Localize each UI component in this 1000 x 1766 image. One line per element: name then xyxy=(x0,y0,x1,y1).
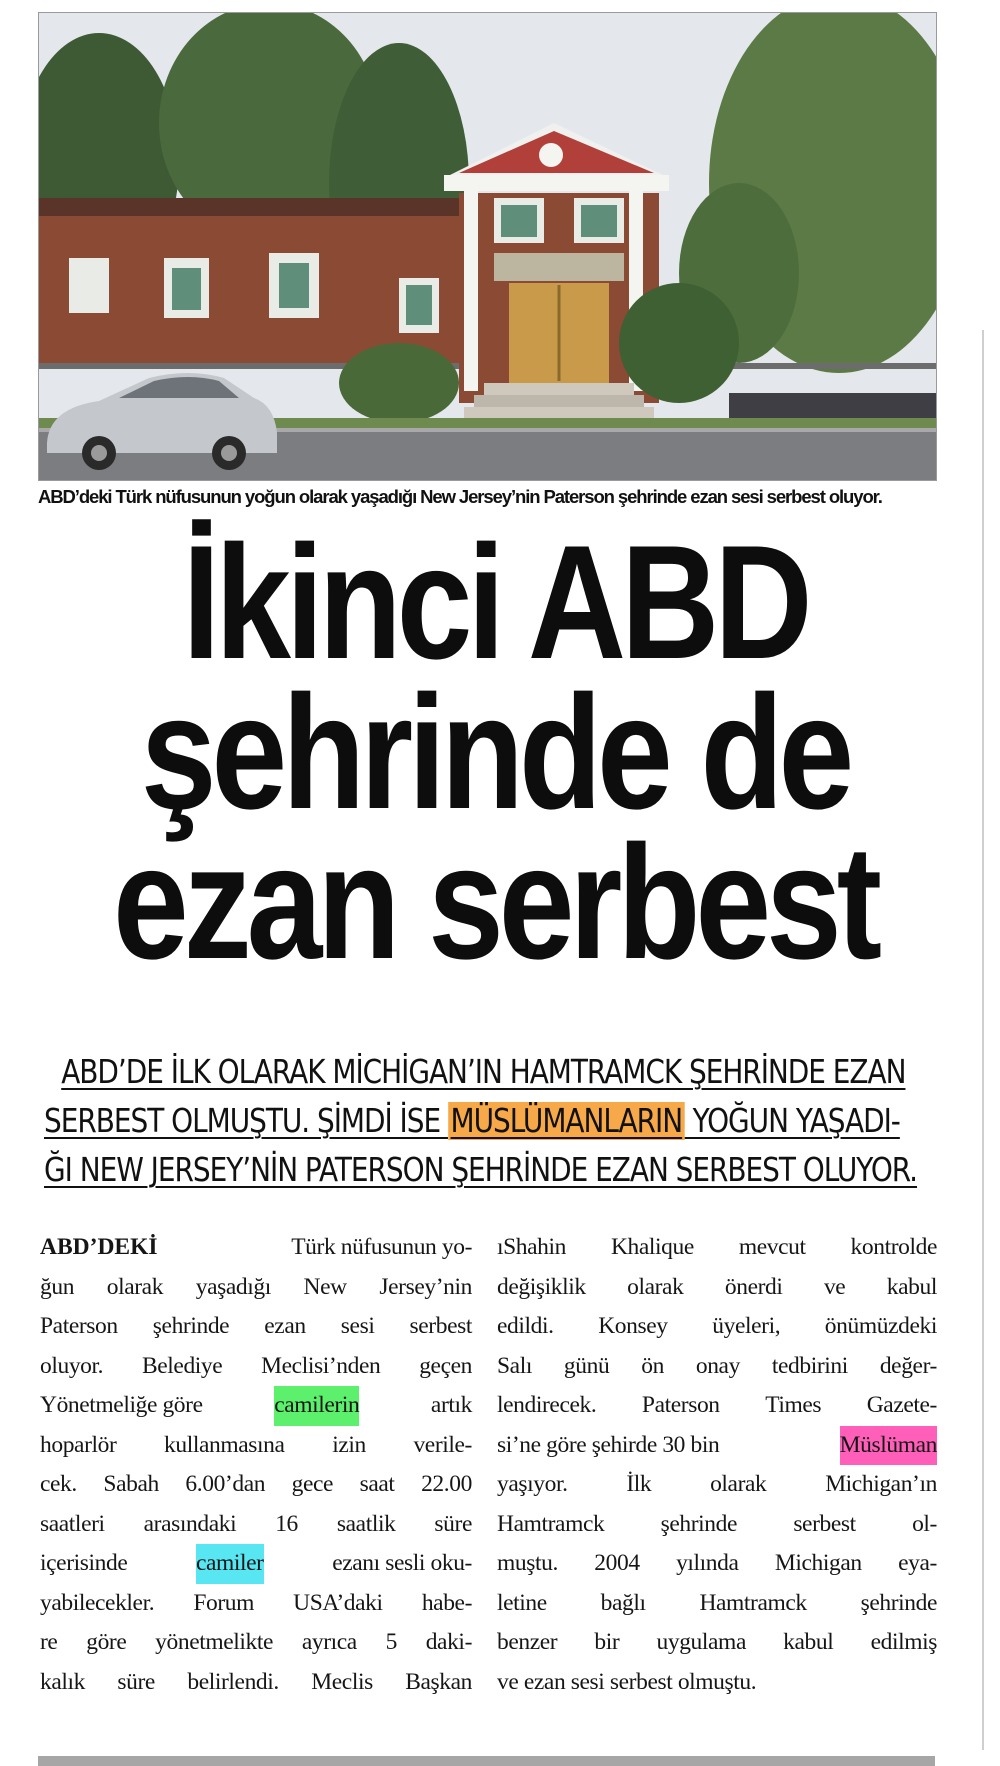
body-left-line: ğun olarak yaşadığı New Jersey’nin xyxy=(40,1273,472,1300)
bottom-divider xyxy=(38,1756,935,1766)
headline-line-1: İkinci ABD xyxy=(182,512,808,693)
headline-line-3: ezan serbest xyxy=(113,812,877,993)
body-left-line: yabilecekler. Forum USA’daki habe- xyxy=(40,1589,472,1616)
article-photo xyxy=(38,12,937,481)
body-right-line: si’ne göre şehirde 30 bin Müslüman xyxy=(497,1426,937,1466)
highlight-muslumanlarin: MÜSLÜMANLARIN xyxy=(448,1102,685,1140)
body-right-line: Salı günü ön onay tedbirini değer- xyxy=(497,1352,937,1379)
photo-caption: ABD’deki Türk nüfusunun yoğun olarak yaşadığı New Jersey’nin Paterson şehrinde ezan sesi serbest oluyor. xyxy=(38,486,882,507)
subheadline-line-3: ĞI NEW JERSEY’NİN PATERSON ŞEHRİNDE EZAN SERBEST OLUYOR. xyxy=(44,1151,918,1189)
subheadline-line-2-end: YOĞUN YAŞADI- xyxy=(684,1102,900,1140)
body-left-line: kalık süre belirlendi. Meclis Başkan xyxy=(40,1668,472,1695)
headline-line-2: şehrinde de xyxy=(140,662,850,843)
body-left-line: oluyor. Belediye Meclisi’nden geçen xyxy=(40,1352,472,1379)
body-left-line: Paterson şehrinde ezan sesi serbest xyxy=(40,1313,472,1339)
side-divider xyxy=(982,330,984,1750)
body-left-line: re göre yönetmelikte ayrıca 5 daki- xyxy=(40,1629,472,1655)
body-column-right xyxy=(497,1228,937,1702)
body-right-line: değişiklik olarak önerdi ve kabul xyxy=(497,1273,937,1300)
body-column-left xyxy=(40,1228,472,1702)
body-left-line: Yönetmeliğe göre camilerin artık xyxy=(40,1386,472,1426)
body-left-line: saatleri arasındaki 16 saatlik süre xyxy=(40,1510,472,1537)
body-right-line: muştu. 2004 yılında Michigan eya- xyxy=(497,1550,937,1576)
body-right-line: ve ezan sesi serbest olmuştu. xyxy=(497,1668,757,1695)
body-left-line: cek. Sabah 6.00’dan gece saat 22.00 xyxy=(40,1471,472,1497)
body-left-line: hoparlör kullanmasına izin verile- xyxy=(40,1431,472,1458)
body-right-line: Hamtramck şehrinde serbest ol- xyxy=(497,1510,937,1537)
highlight-camiler: camiler xyxy=(196,1544,264,1584)
subheadline-line-2-start: SERBEST OLMUŞTU. ŞİMDİ İSE xyxy=(44,1102,448,1140)
mosque-building-photo-icon xyxy=(39,13,936,480)
body-left-line: içerisinde camiler ezanı sesli oku- xyxy=(40,1544,472,1584)
body-right-line: letine bağlı Hamtramck şehrinde xyxy=(497,1589,937,1616)
body-right-line: benzer bir uygulama kabul edilmiş xyxy=(497,1629,937,1655)
body-left-line: ABD’DEKİ Türk nüfusunun yo- xyxy=(40,1234,472,1260)
subheadline xyxy=(44,1048,918,1195)
body-right-line: lendirecek. Paterson Times Gazete- xyxy=(497,1392,937,1418)
lead-word: ABD’DEKİ xyxy=(40,1234,158,1260)
subheadline-line-1: ABD’DE İLK OLARAK MİCHİGAN’IN HAMTRAMCK ŞEHRİNDE EZAN xyxy=(61,1053,906,1091)
body-right-line: ıShahin Khalique mevcut kontrolde xyxy=(497,1234,937,1260)
headline xyxy=(104,512,885,993)
highlight-camilerin: camilerin xyxy=(274,1386,359,1426)
body-right-line: yaşıyor. İlk olarak Michigan’ın xyxy=(497,1471,937,1497)
subheadline-line-2 xyxy=(44,1097,900,1146)
highlight-musluman: Müslüman xyxy=(840,1426,937,1466)
body-right-line: edildi. Konsey üyeleri, önümüzdeki xyxy=(497,1313,937,1339)
